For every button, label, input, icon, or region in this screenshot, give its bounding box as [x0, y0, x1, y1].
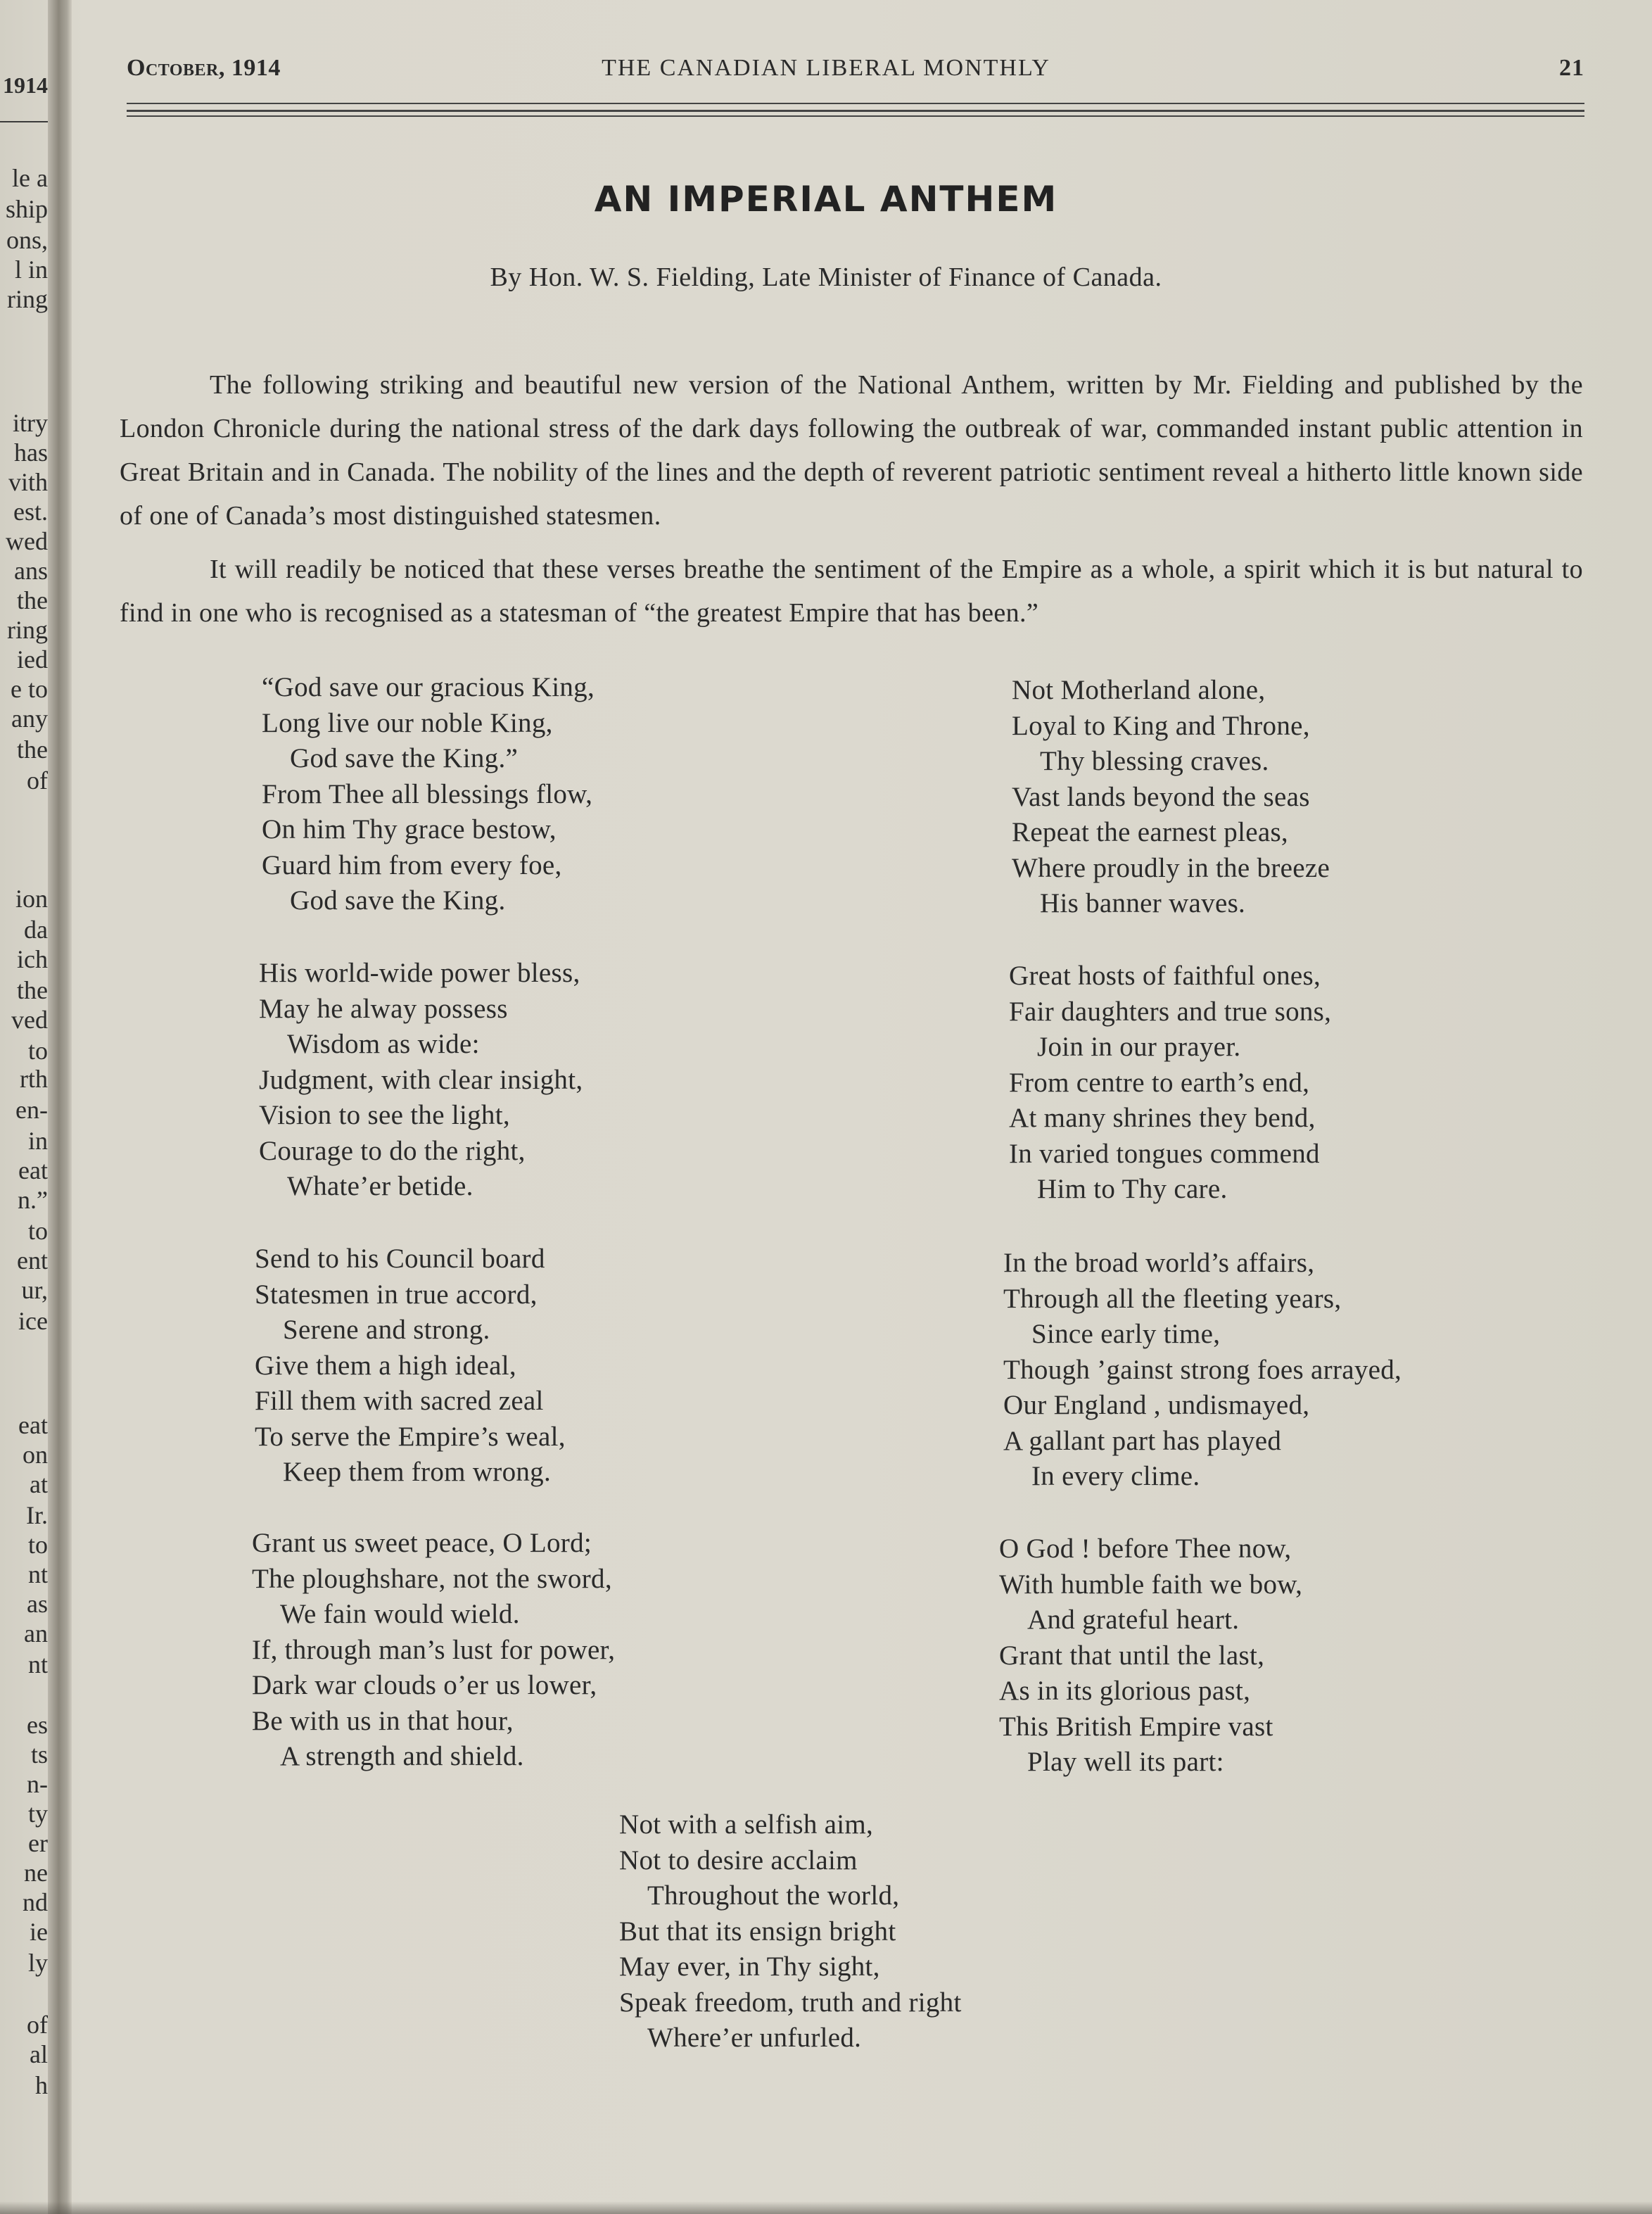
- facing-page-fragment: ty: [27, 1799, 48, 1828]
- facing-page-fragment: in: [27, 1127, 48, 1155]
- facing-page-fragment: l in: [14, 255, 48, 284]
- poem-line: Vision to see the light,: [259, 1100, 510, 1130]
- facing-page-fragment: the: [17, 976, 48, 1004]
- facing-page-fragment: the: [17, 735, 48, 764]
- poem-line: Join in our prayer.: [1037, 1032, 1241, 1062]
- poem-line: May he alway possess: [259, 993, 508, 1024]
- facing-page-fragment: ring: [7, 616, 48, 644]
- facing-page-fragment: e to: [11, 675, 48, 703]
- poem-line: Our England , undismayed,: [1003, 1390, 1310, 1420]
- poem-line: Long live our noble King,: [262, 707, 553, 738]
- facing-page-fragment: eat: [18, 1411, 48, 1439]
- poem-line: To serve the Empire’s weal,: [255, 1421, 566, 1452]
- poem-line: Guard him from every foe,: [262, 849, 562, 880]
- facing-page-fragment: to: [27, 1037, 48, 1065]
- facing-page-fragment: n.”: [18, 1186, 48, 1214]
- facing-page-fragment: ich: [17, 945, 48, 973]
- facing-page-fragment: al: [30, 2040, 48, 2068]
- poem-line: Great hosts of faithful ones,: [1009, 961, 1321, 991]
- poem-line: Thy blessing craves.: [1040, 746, 1269, 776]
- poem-line: Where proudly in the breeze: [1012, 852, 1330, 883]
- poem-line: Vast lands beyond the seas: [1012, 781, 1310, 812]
- poem-line: At many shrines they bend,: [1009, 1103, 1316, 1133]
- poem-stanza: [1003, 1246, 1402, 1495]
- facing-page-fragment: h: [35, 2071, 48, 2099]
- poem-line: Be with us in that hour,: [252, 1705, 514, 1736]
- poem-line: Not Motherland alone,: [1012, 675, 1266, 705]
- poem-line: In the broad world’s affairs,: [1003, 1248, 1315, 1278]
- poem-line: Through all the fleeting years,: [1003, 1283, 1342, 1314]
- facing-page-fragment: of: [27, 2011, 48, 2039]
- facing-page-fragment: to: [27, 1531, 48, 1559]
- header-rule: [127, 115, 1584, 117]
- facing-page-fragment: ent: [17, 1246, 48, 1274]
- facing-page-fragment: ur,: [21, 1276, 48, 1304]
- poem-line: Fill them with sacred zeal: [255, 1386, 544, 1416]
- header-rule: [127, 103, 1584, 104]
- facing-page-fragment: ly: [27, 1949, 48, 1977]
- running-head-date: October, 1914: [127, 55, 281, 81]
- poem-line: In every clime.: [1031, 1461, 1200, 1491]
- facing-page-fragment: ne: [24, 1859, 48, 1887]
- poem-line: Dark war clouds o’er us lower,: [252, 1670, 597, 1700]
- poem-line: A strength and shield.: [280, 1741, 524, 1771]
- poem-line: Not with a selfish aim,: [619, 1809, 874, 1840]
- poem-line: Statesmen in true accord,: [255, 1279, 538, 1310]
- facing-page-fragment: as: [27, 1590, 48, 1618]
- poem-line: On him Thy grace bestow,: [262, 814, 557, 845]
- facing-page-fragment: ice: [18, 1307, 48, 1335]
- facing-page-fragment: ion: [15, 885, 48, 913]
- poem-line: Loyal to King and Throne,: [1012, 710, 1310, 741]
- poem-line: Whate’er betide.: [287, 1171, 474, 1201]
- poem-line: Though ’gainst strong foes arrayed,: [1003, 1354, 1402, 1385]
- facing-page-fragment: ring: [7, 285, 48, 313]
- poem-line: Where’er unfurled.: [647, 2023, 862, 2053]
- facing-page-fragment: nt: [27, 1560, 48, 1588]
- poem-line: Judgment, with clear insight,: [259, 1064, 583, 1095]
- facing-page-fragment: wed: [6, 527, 48, 555]
- poem-stanza: [619, 1807, 962, 2056]
- page-shadow: [0, 2201, 1652, 2214]
- poem-line: And grateful heart.: [1027, 1605, 1240, 1635]
- facing-page-fragment: ans: [14, 557, 48, 585]
- poem-line: His world-wide power bless,: [259, 958, 580, 988]
- poem-line: Grant that until the last,: [999, 1640, 1265, 1671]
- facing-page-fragment: the: [17, 586, 48, 614]
- poem-line: Him to Thy care.: [1037, 1174, 1228, 1204]
- facing-page-fragment: nt: [27, 1650, 48, 1678]
- poem-stanza: [1009, 959, 1331, 1208]
- poem-line: Not to desire acclaim: [619, 1845, 858, 1875]
- facing-page-fragment: itry: [13, 409, 48, 437]
- page-number: 21: [1559, 55, 1584, 81]
- poem-line: Throughout the world,: [647, 1880, 900, 1911]
- poem-line: This British Empire vast: [999, 1711, 1273, 1742]
- poem-line: In varied tongues commend: [1009, 1138, 1320, 1169]
- facing-page-fragment: es: [27, 1711, 48, 1739]
- poem-line: From Thee all blessings flow,: [262, 778, 593, 809]
- poem-line: “God save our gracious King,: [262, 672, 595, 702]
- intro-paragraph: It will readily be noticed that these verses breathe the sentiment of the Empire as a whole, a spirit which it is but natural to find in one who is recognised as a statesman of “the greatest Empire that has been.”: [120, 555, 1583, 628]
- poem-line: The ploughshare, not the sword,: [252, 1563, 612, 1594]
- article-title: AN IMPERIAL ANTHEM: [594, 179, 1058, 220]
- facing-page-fragment: est.: [13, 498, 48, 526]
- facing-page-fragment: rth: [20, 1065, 48, 1093]
- intro-paragraph: The following striking and beautiful new version of the National Anthem, written by Mr. Fielding and published by the London Chronicle during the national stress of the dark days following the outbreak of war, commanded instant public attention in Great Britain and in Canada. The nobility of the lines and the depth of reverent patriotic sentiment reveal a hitherto little known side of one of Canada’s most distinguished statesmen.: [120, 370, 1583, 531]
- facing-page-edge: [0, 0, 48, 2214]
- facing-page-fragment: nd: [23, 1888, 48, 1916]
- facing-page-fragment: eat: [18, 1156, 48, 1184]
- poem-line: If, through man’s lust for power,: [252, 1634, 616, 1665]
- poem-line: We fain would wield.: [280, 1599, 520, 1629]
- poem-stanza: [259, 956, 583, 1205]
- poem-line: His banner waves.: [1040, 888, 1246, 918]
- facing-page-rule: [0, 121, 48, 122]
- facing-page-fragment: le a: [12, 164, 48, 192]
- poem-line: Since early time,: [1031, 1319, 1221, 1349]
- facing-page-fragment: ons,: [6, 226, 48, 254]
- poem-line: Send to his Council board: [255, 1244, 545, 1274]
- facing-page-fragment: any: [11, 704, 48, 733]
- poem-line: O God ! before Thee now,: [999, 1533, 1292, 1564]
- facing-page-fragment: an: [24, 1619, 48, 1647]
- poem-stanza: [999, 1531, 1302, 1780]
- facing-page-fragment: da: [24, 916, 48, 944]
- facing-page-fragment: n-: [27, 1770, 48, 1798]
- poem-stanza: [252, 1526, 615, 1775]
- facing-page-fragment: ts: [30, 1740, 48, 1769]
- binding-gutter: [48, 0, 72, 2214]
- facing-page-fragment: on: [23, 1441, 48, 1469]
- poem-line: A gallant part has played: [1003, 1425, 1282, 1456]
- facing-page-fragment: to: [27, 1217, 48, 1245]
- poem-line: Keep them from wrong.: [283, 1457, 552, 1487]
- poem-stanza: [255, 1241, 566, 1491]
- poem-line: Serene and strong.: [283, 1315, 490, 1345]
- running-head-title: THE CANADIAN LIBERAL MONTHLY: [602, 55, 1050, 81]
- facing-page-fragment: ied: [17, 645, 48, 673]
- poem-line: Fair daughters and true sons,: [1009, 996, 1332, 1027]
- poem-line: As in its glorious past,: [999, 1676, 1251, 1706]
- poem-line: Speak freedom, truth and right: [619, 1987, 962, 2018]
- facing-page-year: 1914: [3, 72, 48, 98]
- poem-line: With humble faith we bow,: [999, 1569, 1303, 1600]
- facing-page-fragment: ved: [11, 1006, 48, 1034]
- poem-stanza: [262, 670, 595, 919]
- article-byline: By Hon. W. S. Fielding, Late Minister of Finance of Canada.: [490, 262, 1162, 292]
- facing-page-fragment: of: [27, 766, 48, 795]
- poem-line: But that its ensign bright: [619, 1916, 896, 1947]
- poem-line: God save the King.: [290, 885, 506, 916]
- poem-line: Courage to do the right,: [259, 1135, 526, 1166]
- header-rule: [127, 110, 1584, 112]
- facing-page-fragment: ie: [30, 1918, 48, 1946]
- poem-line: From centre to earth’s end,: [1009, 1067, 1310, 1098]
- facing-page-fragment: er: [28, 1829, 48, 1857]
- poem-line: Give them a high ideal,: [255, 1350, 516, 1381]
- facing-page-fragment: vith: [8, 468, 48, 496]
- poem-line: God save the King.”: [290, 743, 519, 773]
- poem-line: Play well its part:: [1027, 1747, 1224, 1777]
- poem-stanza: [1012, 673, 1330, 922]
- poem-line: Grant us sweet peace, O Lord;: [252, 1528, 592, 1558]
- facing-page-fragment: Ir.: [26, 1501, 48, 1529]
- facing-page-fragment: has: [14, 438, 48, 467]
- poem-line: Repeat the earnest pleas,: [1012, 817, 1288, 847]
- facing-page-fragment: en-: [15, 1096, 48, 1124]
- poem-line: May ever, in Thy sight,: [619, 1952, 880, 1982]
- poem-line: Wisdom as wide:: [287, 1029, 480, 1059]
- facing-page-fragment: at: [30, 1470, 48, 1498]
- facing-page-fragment: ship: [5, 195, 48, 223]
